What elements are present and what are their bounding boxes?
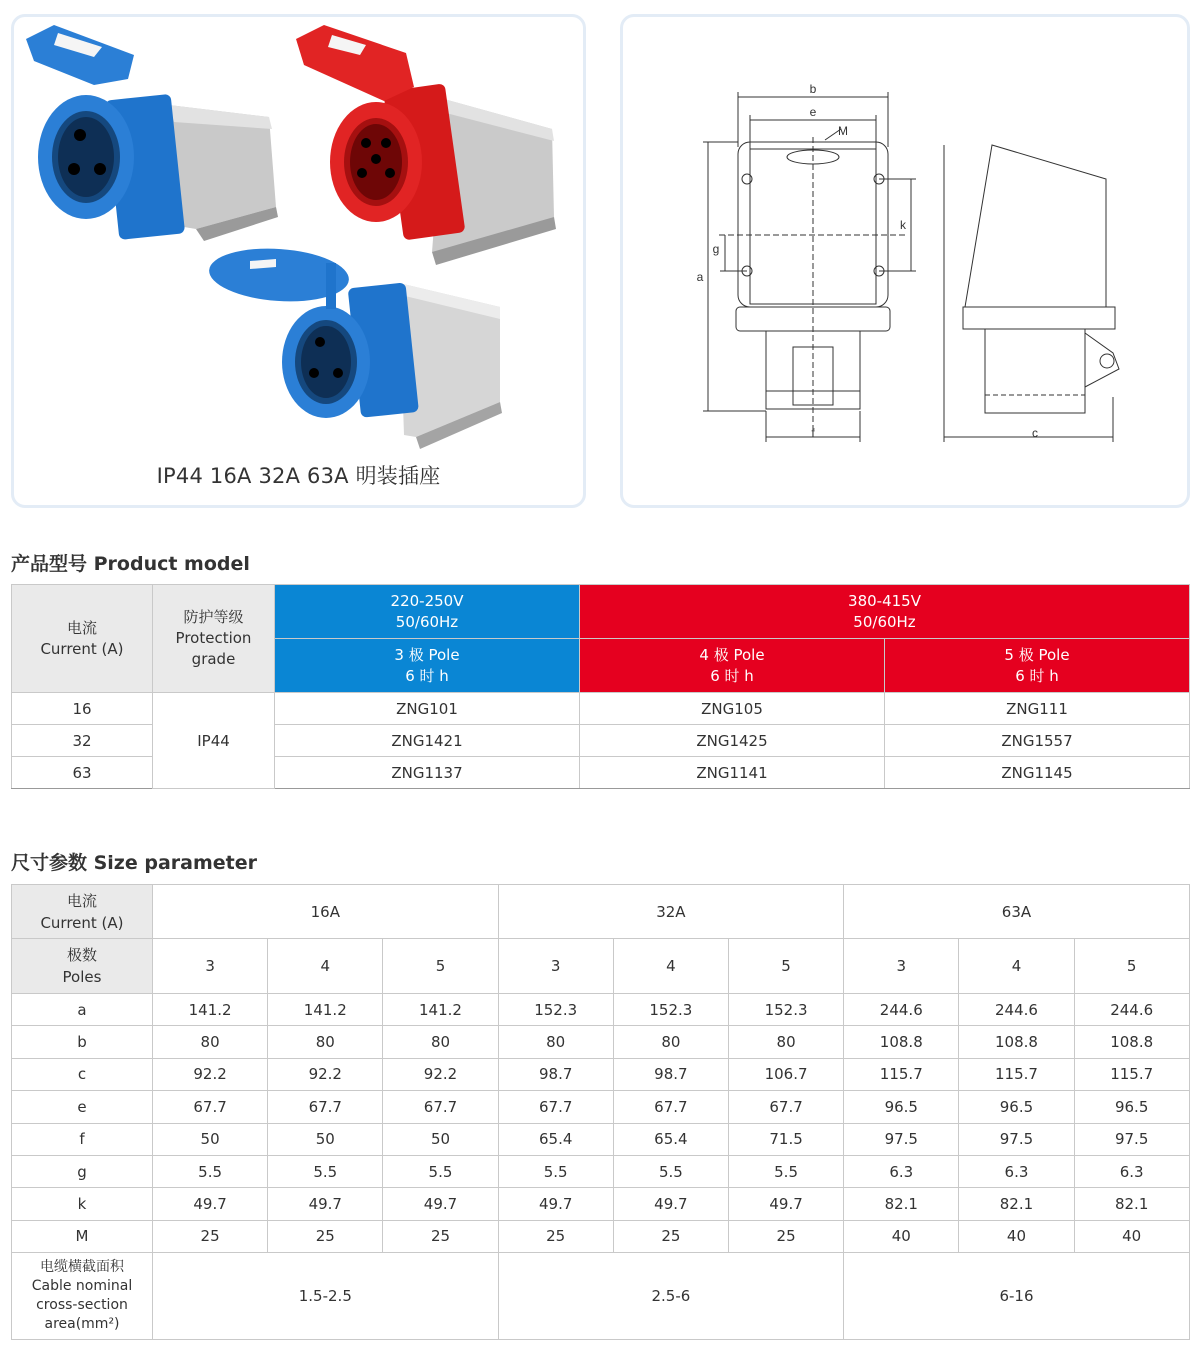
dimension-value: 49.7 bbox=[728, 1188, 843, 1220]
dimension-value: 141.2 bbox=[153, 994, 268, 1026]
dimension-value: 108.8 bbox=[1074, 1026, 1189, 1058]
dimension-value: 6.3 bbox=[959, 1155, 1074, 1187]
dimension-label: c bbox=[12, 1058, 153, 1090]
dimension-value: 108.8 bbox=[844, 1026, 959, 1058]
table-row bbox=[12, 1026, 1190, 1058]
dimension-drawing-panel bbox=[620, 14, 1190, 508]
group-32a-header: 32A bbox=[498, 885, 844, 939]
dimension-value: 152.3 bbox=[613, 994, 728, 1026]
dimension-value: 244.6 bbox=[1074, 994, 1189, 1026]
dimension-label: k bbox=[12, 1188, 153, 1220]
dimension-value: 5.5 bbox=[268, 1155, 383, 1187]
dim-label-a: a bbox=[696, 270, 704, 284]
dimension-value: 5.5 bbox=[728, 1155, 843, 1187]
product-model-table bbox=[11, 584, 1190, 789]
dimension-value: 115.7 bbox=[959, 1058, 1074, 1090]
dimension-value: 67.7 bbox=[268, 1091, 383, 1123]
dimension-label: e bbox=[12, 1091, 153, 1123]
dimension-label: g bbox=[12, 1155, 153, 1187]
size-parameter-table: 电流 Current (A) 16A 32A 63A 极数 Poles 3 4 5 3 4 5 3 4 5 a 141.2 141.2 141.2 152.3 152.3 152.3 244.6 244.6 244.6 b 80 80 80 80 80 80 108.8 108.8 108.8 c 92.2 92.2 92.2 98.7 98.7 106.7 115.7 115.7 115.7 e 67.7 67.7 67.7 67.7 67.7 67.7 96.5 96.5 96.5 f 50 50 50 65.4 65.4 71.5 97.5 97.5 97.5 g 5.5 5.5 5.5 5.5 5.5 5.5 6.3 6.3 6.3 k 49.7 49.7 49.7 49.7 49.7 49.7 82.1 82.1 82.1 M 25 25 25 25 25 25 40 40 40 电缆横截面积 Cable nominal cross-section area(mm²) 1.5-2.5 2.5-6 6-16 bbox=[11, 884, 1190, 1340]
table-row: 16 IP44 ZNG101 ZNG105 ZNG111 bbox=[12, 693, 1190, 725]
dim-label-f: f bbox=[811, 426, 815, 440]
dimension-label: b bbox=[12, 1026, 153, 1058]
group-16a-header: 16A bbox=[153, 885, 499, 939]
dimension-value: 108.8 bbox=[959, 1026, 1074, 1058]
protection-grade-value: IP44 bbox=[153, 693, 275, 789]
dimension-value: 97.5 bbox=[844, 1123, 959, 1155]
dimension-value: 97.5 bbox=[1074, 1123, 1189, 1155]
dim-label-g: g bbox=[712, 242, 720, 256]
dimension-value: 49.7 bbox=[153, 1188, 268, 1220]
dimension-value: 6.3 bbox=[1074, 1155, 1189, 1187]
dimension-value: 96.5 bbox=[959, 1091, 1074, 1123]
dimension-value: 67.7 bbox=[153, 1091, 268, 1123]
current-header: 电流 Current (A) bbox=[12, 585, 153, 693]
table-row bbox=[12, 1091, 1190, 1123]
dimension-value: 92.2 bbox=[383, 1058, 498, 1090]
dimension-value: 65.4 bbox=[498, 1123, 613, 1155]
dimension-value: 152.3 bbox=[728, 994, 843, 1026]
dimension-value: 25 bbox=[728, 1220, 843, 1252]
dimension-value: 5.5 bbox=[613, 1155, 728, 1187]
dim-label-b: b bbox=[809, 82, 817, 96]
dimension-value: 25 bbox=[613, 1220, 728, 1252]
dim-label-c: c bbox=[1032, 426, 1038, 440]
dimension-label: M bbox=[12, 1220, 153, 1252]
dimension-value: 80 bbox=[153, 1026, 268, 1058]
dimension-value: 97.5 bbox=[959, 1123, 1074, 1155]
dimension-value: 92.2 bbox=[153, 1058, 268, 1090]
dimension-value: 49.7 bbox=[383, 1188, 498, 1220]
pole-5-header: 5 极 Pole 6 时 h bbox=[885, 639, 1190, 693]
dimension-value: 115.7 bbox=[1074, 1058, 1189, 1090]
dimension-value: 25 bbox=[383, 1220, 498, 1252]
product-model-title: 产品型号 Product model bbox=[11, 553, 250, 575]
poles-header: 极数 Poles bbox=[12, 939, 153, 994]
dimension-drawing bbox=[623, 17, 1187, 505]
dimension-value: 40 bbox=[844, 1220, 959, 1252]
dimension-value: 25 bbox=[498, 1220, 613, 1252]
blue-socket-image bbox=[26, 25, 278, 241]
voltage-220-header: 220-250V 50/60Hz bbox=[275, 585, 580, 639]
cable-row: 电缆横截面积 Cable nominal cross-section area(mm²) 1.5-2.5 2.5-6 6-16 bbox=[12, 1253, 1190, 1340]
dimension-value: 50 bbox=[153, 1123, 268, 1155]
dimension-label: f bbox=[12, 1123, 153, 1155]
dimension-value: 141.2 bbox=[268, 994, 383, 1026]
dimension-value: 71.5 bbox=[728, 1123, 843, 1155]
size-current-header: 电流 Current (A) bbox=[12, 885, 153, 939]
dimension-value: 5.5 bbox=[153, 1155, 268, 1187]
table-row bbox=[12, 994, 1190, 1026]
group-63a-header: 63A bbox=[844, 885, 1190, 939]
dimension-label: a bbox=[12, 994, 153, 1026]
pole-4-header: 4 极 Pole 6 时 h bbox=[580, 639, 885, 693]
dimension-value: 106.7 bbox=[728, 1058, 843, 1090]
table-row: 63 ZNG1137 ZNG1141 ZNG1145 bbox=[12, 757, 1190, 789]
dimension-value: 96.5 bbox=[844, 1091, 959, 1123]
dimension-value: 82.1 bbox=[959, 1188, 1074, 1220]
dimension-value: 25 bbox=[268, 1220, 383, 1252]
dimension-value: 82.1 bbox=[844, 1188, 959, 1220]
dimension-value: 65.4 bbox=[613, 1123, 728, 1155]
dimension-value: 80 bbox=[498, 1026, 613, 1058]
dimension-value: 25 bbox=[153, 1220, 268, 1252]
dim-label-m: M bbox=[838, 124, 848, 138]
product-photo-panel bbox=[11, 14, 586, 508]
socket-photos bbox=[14, 17, 583, 457]
dimension-value: 98.7 bbox=[498, 1058, 613, 1090]
red-socket-image bbox=[296, 25, 556, 265]
dimension-value: 5.5 bbox=[498, 1155, 613, 1187]
dimension-value: 49.7 bbox=[613, 1188, 728, 1220]
dim-label-k: k bbox=[900, 218, 906, 232]
dimension-value: 50 bbox=[268, 1123, 383, 1155]
dimension-value: 244.6 bbox=[959, 994, 1074, 1026]
table-row bbox=[12, 1123, 1190, 1155]
table-row bbox=[12, 1155, 1190, 1187]
dimension-value: 98.7 bbox=[613, 1058, 728, 1090]
photo-caption: IP44 16A 32A 63A 明装插座 bbox=[156, 464, 441, 488]
dimension-value: 80 bbox=[268, 1026, 383, 1058]
size-parameter-title: 尺寸参数 Size parameter bbox=[11, 852, 258, 874]
dimension-value: 50 bbox=[383, 1123, 498, 1155]
dimension-value: 40 bbox=[1074, 1220, 1189, 1252]
dimension-value: 67.7 bbox=[613, 1091, 728, 1123]
pole-3-header: 3 极 Pole 6 时 h bbox=[275, 639, 580, 693]
dimension-value: 80 bbox=[613, 1026, 728, 1058]
blue-socket-bottom-image bbox=[207, 244, 502, 449]
dimension-value: 141.2 bbox=[383, 994, 498, 1026]
dimension-value: 5.5 bbox=[383, 1155, 498, 1187]
dimension-value: 115.7 bbox=[844, 1058, 959, 1090]
table-row bbox=[12, 1188, 1190, 1220]
dimension-value: 49.7 bbox=[268, 1188, 383, 1220]
dimension-value: 67.7 bbox=[383, 1091, 498, 1123]
table-row bbox=[12, 1058, 1190, 1090]
dimension-value: 82.1 bbox=[1074, 1188, 1189, 1220]
voltage-380-header: 380-415V 50/60Hz bbox=[580, 585, 1190, 639]
dimension-value: 40 bbox=[959, 1220, 1074, 1252]
dim-label-e: e bbox=[809, 105, 817, 119]
cable-label: 电缆横截面积 Cable nominal cross-section area(mm²) bbox=[12, 1253, 153, 1340]
dimension-value: 49.7 bbox=[498, 1188, 613, 1220]
dimension-value: 6.3 bbox=[844, 1155, 959, 1187]
protection-grade-header: 防护等级 Protection grade bbox=[153, 585, 275, 693]
dimension-value: 96.5 bbox=[1074, 1091, 1189, 1123]
dimension-value: 80 bbox=[728, 1026, 843, 1058]
table-row: 32 ZNG1421 ZNG1425 ZNG1557 bbox=[12, 725, 1190, 757]
dimension-value: 92.2 bbox=[268, 1058, 383, 1090]
dimension-value: 244.6 bbox=[844, 994, 959, 1026]
dimension-value: 67.7 bbox=[498, 1091, 613, 1123]
dimension-value: 67.7 bbox=[728, 1091, 843, 1123]
table-row bbox=[12, 1220, 1190, 1252]
dimension-value: 80 bbox=[383, 1026, 498, 1058]
dimension-value: 152.3 bbox=[498, 994, 613, 1026]
